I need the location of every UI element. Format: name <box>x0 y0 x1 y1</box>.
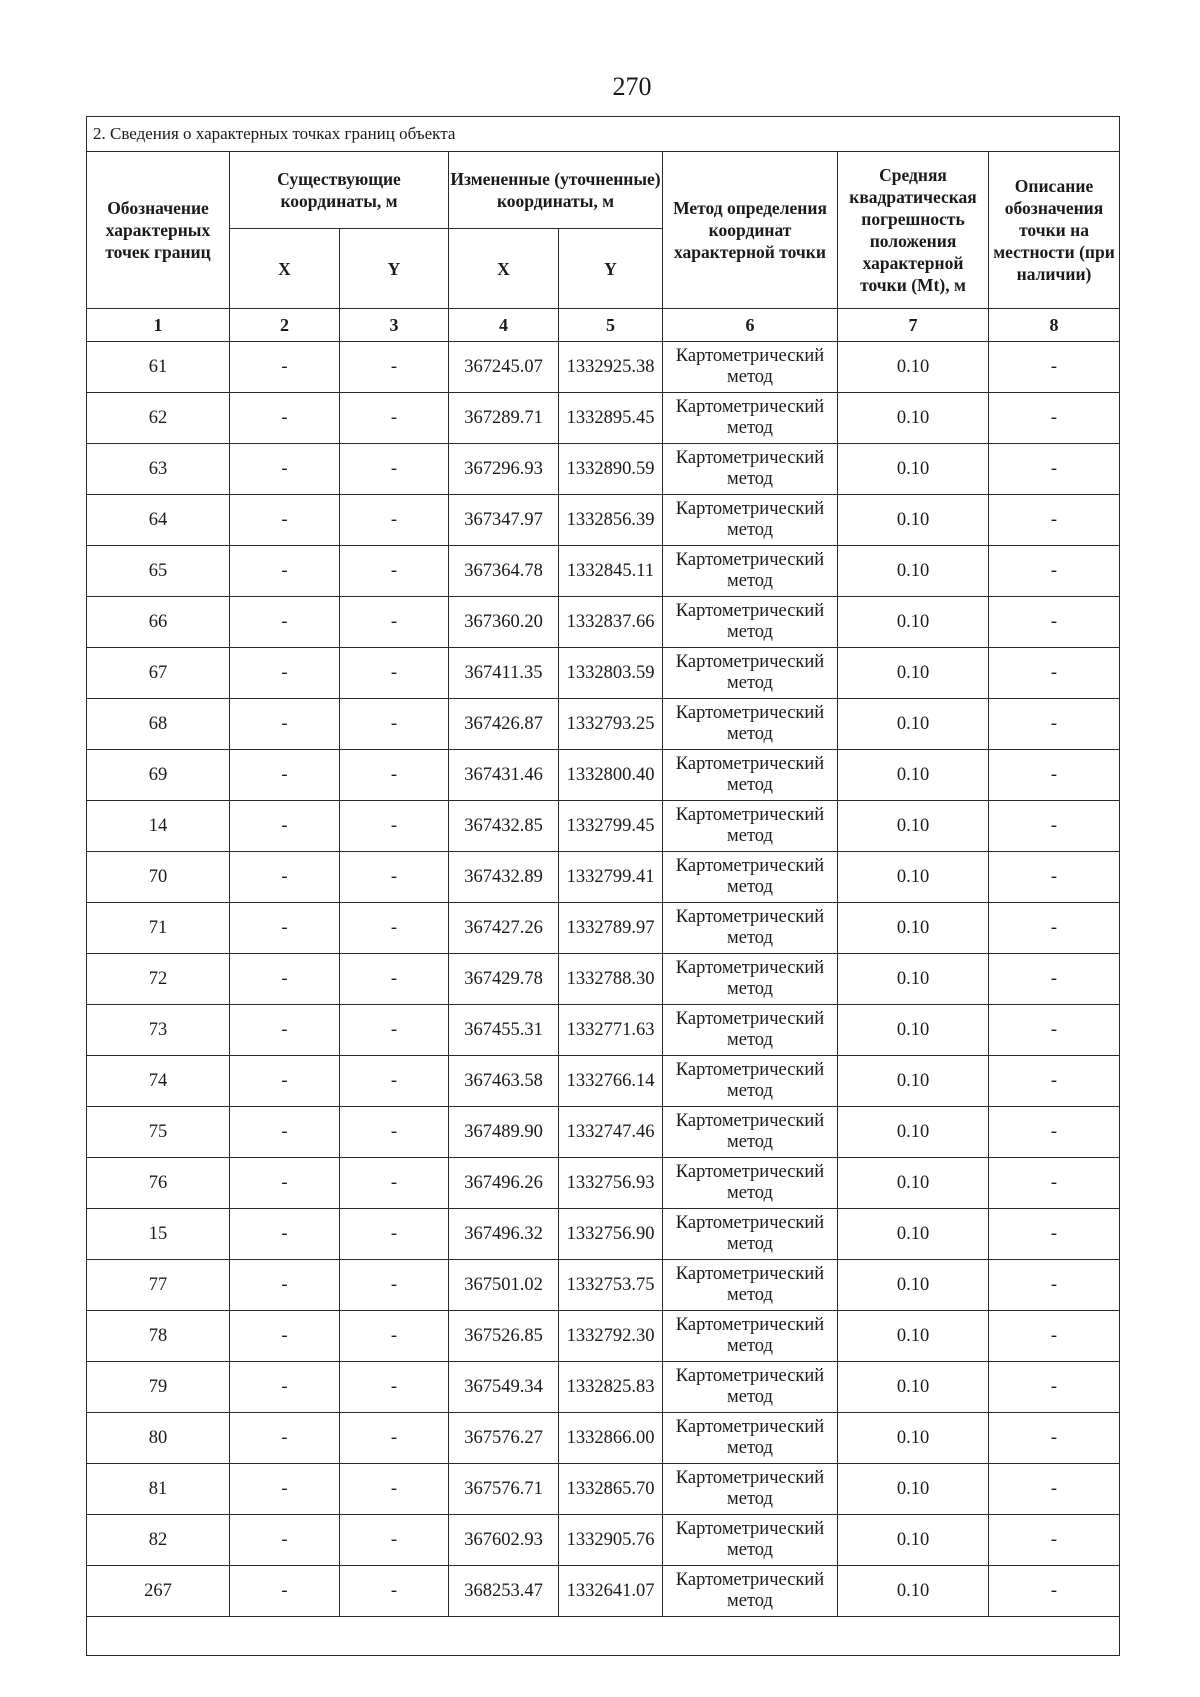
point-cell: 61 <box>87 342 230 393</box>
description-cell: - <box>989 699 1120 750</box>
method-cell: Картометрический метод <box>663 444 838 495</box>
existing-y-cell: - <box>340 1107 449 1158</box>
changed-x-cell: 367432.89 <box>449 852 559 903</box>
existing-y-cell: - <box>340 699 449 750</box>
description-cell: - <box>989 393 1120 444</box>
point-cell: 74 <box>87 1056 230 1107</box>
header-changed-x: X <box>449 229 559 309</box>
existing-x-cell: - <box>230 1311 340 1362</box>
table-row <box>87 1056 1120 1107</box>
existing-y-cell: - <box>340 954 449 1005</box>
error-cell: 0.10 <box>838 1260 989 1311</box>
changed-y-cell: 1332905.76 <box>559 1515 663 1566</box>
method-cell: Картометрический метод <box>663 1566 838 1617</box>
description-cell: - <box>989 1056 1120 1107</box>
existing-y-cell: - <box>340 648 449 699</box>
table-row <box>87 1362 1120 1413</box>
error-cell: 0.10 <box>838 1209 989 1260</box>
error-cell: 0.10 <box>838 1566 989 1617</box>
table-row <box>87 750 1120 801</box>
column-number: 4 <box>449 309 559 342</box>
existing-x-cell: - <box>230 444 340 495</box>
header-method: Метод определения координат характерной точки <box>663 152 838 309</box>
changed-x-cell: 367427.26 <box>449 903 559 954</box>
changed-x-cell: 367602.93 <box>449 1515 559 1566</box>
table-row <box>87 1005 1120 1056</box>
existing-y-cell: - <box>340 495 449 546</box>
point-cell: 73 <box>87 1005 230 1056</box>
changed-y-cell: 1332825.83 <box>559 1362 663 1413</box>
method-cell: Картометрический метод <box>663 699 838 750</box>
description-cell: - <box>989 342 1120 393</box>
description-cell: - <box>989 801 1120 852</box>
table-row <box>87 954 1120 1005</box>
header-designation: Обозначение характерных точек границ <box>87 152 230 309</box>
changed-x-cell: 367501.02 <box>449 1260 559 1311</box>
table-row <box>87 342 1120 393</box>
existing-y-cell: - <box>340 852 449 903</box>
description-cell: - <box>989 1209 1120 1260</box>
changed-x-cell: 367489.90 <box>449 1107 559 1158</box>
point-cell: 65 <box>87 546 230 597</box>
description-cell: - <box>989 1260 1120 1311</box>
error-cell: 0.10 <box>838 342 989 393</box>
header-changed-y: Y <box>559 229 663 309</box>
method-cell: Картометрический метод <box>663 852 838 903</box>
changed-y-cell: 1332803.59 <box>559 648 663 699</box>
existing-y-cell: - <box>340 1209 449 1260</box>
method-cell: Картометрический метод <box>663 1413 838 1464</box>
existing-x-cell: - <box>230 903 340 954</box>
changed-y-cell: 1332845.11 <box>559 546 663 597</box>
table-row <box>87 1566 1120 1617</box>
table-row <box>87 1311 1120 1362</box>
point-cell: 77 <box>87 1260 230 1311</box>
method-cell: Картометрический метод <box>663 1107 838 1158</box>
changed-y-cell: 1332756.93 <box>559 1158 663 1209</box>
error-cell: 0.10 <box>838 648 989 699</box>
table-row <box>87 648 1120 699</box>
point-cell: 64 <box>87 495 230 546</box>
method-cell: Картометрический метод <box>663 1260 838 1311</box>
error-cell: 0.10 <box>838 699 989 750</box>
method-cell: Картометрический метод <box>663 1311 838 1362</box>
existing-x-cell: - <box>230 801 340 852</box>
method-cell: Картометрический метод <box>663 1056 838 1107</box>
changed-y-cell: 1332799.41 <box>559 852 663 903</box>
existing-x-cell: - <box>230 1005 340 1056</box>
point-cell: 63 <box>87 444 230 495</box>
existing-x-cell: - <box>230 648 340 699</box>
table-row <box>87 393 1120 444</box>
existing-y-cell: - <box>340 1566 449 1617</box>
point-cell: 81 <box>87 1464 230 1515</box>
existing-x-cell: - <box>230 1260 340 1311</box>
existing-y-cell: - <box>340 1005 449 1056</box>
existing-x-cell: - <box>230 699 340 750</box>
changed-x-cell: 367429.78 <box>449 954 559 1005</box>
header-existing-x: X <box>230 229 340 309</box>
existing-y-cell: - <box>340 1413 449 1464</box>
existing-x-cell: - <box>230 342 340 393</box>
changed-x-cell: 367296.93 <box>449 444 559 495</box>
description-cell: - <box>989 852 1120 903</box>
table-row <box>87 597 1120 648</box>
changed-y-cell: 1332766.14 <box>559 1056 663 1107</box>
empty-footer-cell <box>87 1617 1120 1656</box>
changed-x-cell: 367289.71 <box>449 393 559 444</box>
description-cell: - <box>989 1413 1120 1464</box>
point-cell: 68 <box>87 699 230 750</box>
method-cell: Картометрический метод <box>663 801 838 852</box>
table-row <box>87 444 1120 495</box>
method-cell: Картометрический метод <box>663 1464 838 1515</box>
point-cell: 67 <box>87 648 230 699</box>
existing-x-cell: - <box>230 750 340 801</box>
description-cell: - <box>989 546 1120 597</box>
error-cell: 0.10 <box>838 444 989 495</box>
changed-y-cell: 1332837.66 <box>559 597 663 648</box>
changed-y-cell: 1332925.38 <box>559 342 663 393</box>
existing-y-cell: - <box>340 393 449 444</box>
existing-x-cell: - <box>230 495 340 546</box>
existing-x-cell: - <box>230 393 340 444</box>
changed-y-cell: 1332771.63 <box>559 1005 663 1056</box>
description-cell: - <box>989 1515 1120 1566</box>
table-row <box>87 801 1120 852</box>
point-cell: 62 <box>87 393 230 444</box>
changed-x-cell: 367347.97 <box>449 495 559 546</box>
changed-y-cell: 1332799.45 <box>559 801 663 852</box>
error-cell: 0.10 <box>838 750 989 801</box>
column-number: 1 <box>87 309 230 342</box>
existing-y-cell: - <box>340 1311 449 1362</box>
description-cell: - <box>989 597 1120 648</box>
column-number: 7 <box>838 309 989 342</box>
table-row <box>87 546 1120 597</box>
existing-y-cell: - <box>340 342 449 393</box>
point-cell: 14 <box>87 801 230 852</box>
changed-y-cell: 1332753.75 <box>559 1260 663 1311</box>
error-cell: 0.10 <box>838 1005 989 1056</box>
error-cell: 0.10 <box>838 1056 989 1107</box>
table-row <box>87 1107 1120 1158</box>
description-cell: - <box>989 1362 1120 1413</box>
error-cell: 0.10 <box>838 546 989 597</box>
method-cell: Картометрический метод <box>663 903 838 954</box>
existing-y-cell: - <box>340 546 449 597</box>
method-cell: Картометрический метод <box>663 597 838 648</box>
existing-x-cell: - <box>230 852 340 903</box>
description-cell: - <box>989 1107 1120 1158</box>
error-cell: 0.10 <box>838 1413 989 1464</box>
point-cell: 69 <box>87 750 230 801</box>
existing-y-cell: - <box>340 750 449 801</box>
existing-x-cell: - <box>230 1413 340 1464</box>
method-cell: Картометрический метод <box>663 1209 838 1260</box>
changed-y-cell: 1332641.07 <box>559 1566 663 1617</box>
changed-x-cell: 367496.26 <box>449 1158 559 1209</box>
error-cell: 0.10 <box>838 1464 989 1515</box>
empty-footer-row <box>87 1617 1120 1656</box>
changed-y-cell: 1332792.30 <box>559 1311 663 1362</box>
changed-x-cell: 367576.71 <box>449 1464 559 1515</box>
changed-y-cell: 1332856.39 <box>559 495 663 546</box>
table-row <box>87 1260 1120 1311</box>
changed-x-cell: 367245.07 <box>449 342 559 393</box>
existing-x-cell: - <box>230 1362 340 1413</box>
description-cell: - <box>989 1464 1120 1515</box>
changed-x-cell: 367496.32 <box>449 1209 559 1260</box>
existing-y-cell: - <box>340 1515 449 1566</box>
point-cell: 70 <box>87 852 230 903</box>
point-cell: 79 <box>87 1362 230 1413</box>
existing-x-cell: - <box>230 1515 340 1566</box>
existing-x-cell: - <box>230 954 340 1005</box>
header-changed-coordinates: Измененные (уточненные) координаты, м <box>449 152 663 229</box>
changed-y-cell: 1332866.00 <box>559 1413 663 1464</box>
method-cell: Картометрический метод <box>663 393 838 444</box>
description-cell: - <box>989 495 1120 546</box>
changed-x-cell: 367432.85 <box>449 801 559 852</box>
existing-x-cell: - <box>230 1566 340 1617</box>
error-cell: 0.10 <box>838 495 989 546</box>
point-cell: 15 <box>87 1209 230 1260</box>
header-error: Средняя квадратическая погрешность положения характерной точки (Mt), м <box>838 152 989 309</box>
existing-x-cell: - <box>230 1158 340 1209</box>
error-cell: 0.10 <box>838 903 989 954</box>
page-number: 270 <box>612 72 652 101</box>
method-cell: Картометрический метод <box>663 1005 838 1056</box>
existing-x-cell: - <box>230 1056 340 1107</box>
changed-y-cell: 1332793.25 <box>559 699 663 750</box>
column-number: 2 <box>230 309 340 342</box>
changed-y-cell: 1332756.90 <box>559 1209 663 1260</box>
changed-x-cell: 367455.31 <box>449 1005 559 1056</box>
description-cell: - <box>989 1566 1120 1617</box>
description-cell: - <box>989 648 1120 699</box>
error-cell: 0.10 <box>838 1515 989 1566</box>
error-cell: 0.10 <box>838 852 989 903</box>
changed-x-cell: 367576.27 <box>449 1413 559 1464</box>
point-cell: 82 <box>87 1515 230 1566</box>
column-number: 6 <box>663 309 838 342</box>
description-cell: - <box>989 750 1120 801</box>
header-description: Описание обозначения точки на местности (при наличии) <box>989 152 1120 309</box>
boundary-points-table <box>86 116 1120 1656</box>
existing-y-cell: - <box>340 801 449 852</box>
point-cell: 76 <box>87 1158 230 1209</box>
error-cell: 0.10 <box>838 393 989 444</box>
table-row <box>87 699 1120 750</box>
table-row <box>87 903 1120 954</box>
changed-x-cell: 367426.87 <box>449 699 559 750</box>
changed-x-cell: 367431.46 <box>449 750 559 801</box>
changed-x-cell: 368253.47 <box>449 1566 559 1617</box>
method-cell: Картометрический метод <box>663 1515 838 1566</box>
method-cell: Картометрический метод <box>663 750 838 801</box>
point-cell: 267 <box>87 1566 230 1617</box>
method-cell: Картометрический метод <box>663 546 838 597</box>
method-cell: Картометрический метод <box>663 342 838 393</box>
error-cell: 0.10 <box>838 597 989 648</box>
description-cell: - <box>989 903 1120 954</box>
changed-x-cell: 367411.35 <box>449 648 559 699</box>
existing-y-cell: - <box>340 903 449 954</box>
changed-y-cell: 1332800.40 <box>559 750 663 801</box>
table-row <box>87 1158 1120 1209</box>
method-cell: Картометрический метод <box>663 954 838 1005</box>
column-number: 5 <box>559 309 663 342</box>
column-number-row <box>87 309 1120 342</box>
method-cell: Картометрический метод <box>663 1362 838 1413</box>
existing-y-cell: - <box>340 1260 449 1311</box>
table-row <box>87 1515 1120 1566</box>
existing-x-cell: - <box>230 1107 340 1158</box>
existing-y-cell: - <box>340 1056 449 1107</box>
table-row <box>87 495 1120 546</box>
point-cell: 66 <box>87 597 230 648</box>
method-cell: Картометрический метод <box>663 495 838 546</box>
error-cell: 0.10 <box>838 1158 989 1209</box>
error-cell: 0.10 <box>838 1362 989 1413</box>
existing-y-cell: - <box>340 444 449 495</box>
changed-y-cell: 1332788.30 <box>559 954 663 1005</box>
existing-y-cell: - <box>340 1362 449 1413</box>
description-cell: - <box>989 954 1120 1005</box>
error-cell: 0.10 <box>838 801 989 852</box>
changed-x-cell: 367360.20 <box>449 597 559 648</box>
existing-x-cell: - <box>230 597 340 648</box>
existing-y-cell: - <box>340 1464 449 1515</box>
error-cell: 0.10 <box>838 954 989 1005</box>
changed-y-cell: 1332895.45 <box>559 393 663 444</box>
existing-x-cell: - <box>230 1209 340 1260</box>
method-cell: Картометрический метод <box>663 1158 838 1209</box>
existing-x-cell: - <box>230 546 340 597</box>
point-cell: 72 <box>87 954 230 1005</box>
column-number: 3 <box>340 309 449 342</box>
method-cell: Картометрический метод <box>663 648 838 699</box>
changed-x-cell: 367463.58 <box>449 1056 559 1107</box>
changed-x-cell: 367364.78 <box>449 546 559 597</box>
header-existing-y: Y <box>340 229 449 309</box>
existing-x-cell: - <box>230 1464 340 1515</box>
error-cell: 0.10 <box>838 1311 989 1362</box>
changed-x-cell: 367526.85 <box>449 1311 559 1362</box>
changed-y-cell: 1332747.46 <box>559 1107 663 1158</box>
table-row <box>87 852 1120 903</box>
description-cell: - <box>989 444 1120 495</box>
column-number: 8 <box>989 309 1120 342</box>
description-cell: - <box>989 1311 1120 1362</box>
changed-y-cell: 1332865.70 <box>559 1464 663 1515</box>
description-cell: - <box>989 1005 1120 1056</box>
header-existing-coordinates: Существующие координаты, м <box>230 152 449 229</box>
description-cell: - <box>989 1158 1120 1209</box>
point-cell: 75 <box>87 1107 230 1158</box>
changed-y-cell: 1332890.59 <box>559 444 663 495</box>
table-row <box>87 1413 1120 1464</box>
point-cell: 80 <box>87 1413 230 1464</box>
point-cell: 71 <box>87 903 230 954</box>
error-cell: 0.10 <box>838 1107 989 1158</box>
existing-y-cell: - <box>340 597 449 648</box>
section-title: 2. Сведения о характерных точках границ объекта <box>87 117 1120 152</box>
table-row <box>87 1464 1120 1515</box>
existing-y-cell: - <box>340 1158 449 1209</box>
changed-y-cell: 1332789.97 <box>559 903 663 954</box>
point-cell: 78 <box>87 1311 230 1362</box>
changed-x-cell: 367549.34 <box>449 1362 559 1413</box>
table-row <box>87 1209 1120 1260</box>
